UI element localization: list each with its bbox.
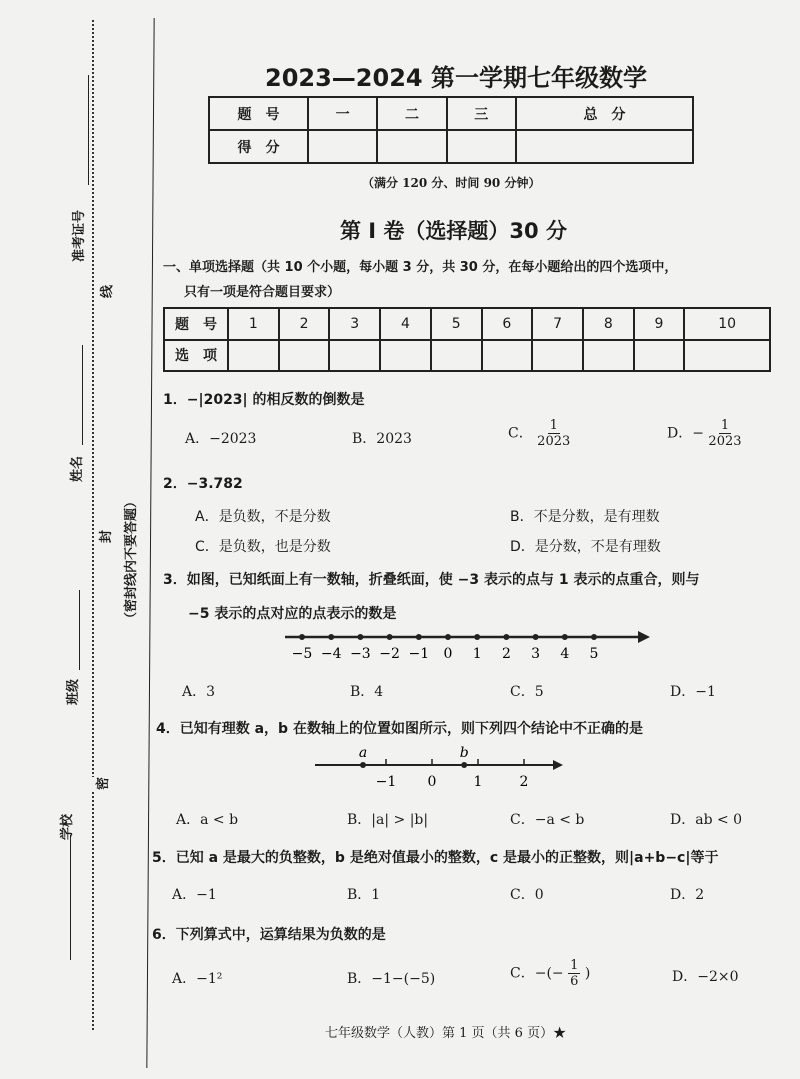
axis-tick-label: −3 [350, 646, 371, 662]
axis-tick-label: 2 [519, 774, 529, 790]
axis-tick-label: 0 [427, 774, 437, 790]
axis-tick-label: 1 [472, 646, 482, 662]
answer-row-label: 选 项 [164, 340, 228, 372]
q6-option-c-suffix: ) [584, 965, 591, 982]
field-school: 学校 [60, 813, 75, 840]
answer-cell-1[interactable] [228, 340, 279, 372]
number-line-q4 [310, 742, 570, 792]
score-table [208, 96, 694, 164]
q4-option-c[interactable]: C．−a < b [510, 812, 585, 828]
score-header-part1: 一 [308, 97, 377, 130]
field-underline [79, 590, 80, 670]
exam-title: 2023—2024 第一学期七年级数学 [265, 64, 647, 92]
question-3-stem: −5 表示的点对应的点表示的数是 [188, 606, 397, 622]
score-cell[interactable] [516, 130, 693, 163]
q3-option-d[interactable]: D．−1 [670, 684, 716, 700]
score-row-label: 得 分 [209, 130, 308, 163]
exam-note: （满分 120 分、时间 90 分钟） [362, 176, 541, 190]
answer-cell-9[interactable] [634, 340, 685, 372]
answer-number-10: 10 [684, 308, 770, 340]
axis-arrow [638, 631, 650, 643]
q3-option-c[interactable]: C．5 [510, 684, 544, 700]
axis-tick-label: 3 [531, 646, 541, 662]
field-underline [82, 345, 83, 445]
point-a [360, 762, 366, 768]
axis-tick-label: 5 [589, 646, 599, 662]
axis-point [328, 634, 334, 640]
seal-mark-seal: 封 [95, 530, 114, 543]
q5-option-d[interactable]: D．2 [670, 887, 705, 903]
denominator: 2023 [708, 434, 742, 449]
answer-number-1: 1 [228, 308, 279, 340]
q1-option-d[interactable] [667, 418, 742, 449]
score-cell[interactable] [377, 130, 446, 163]
axis-point [445, 634, 451, 640]
answer-number-2: 2 [279, 308, 330, 340]
fraction [537, 418, 570, 449]
section-instruction: 一、单项选择题（共 10 个小题，每小题 3 分，共 30 分，在每小题给出的四个选项中， [163, 260, 678, 275]
axis-point [357, 634, 363, 640]
margin-border-line [146, 18, 154, 1068]
q6-option-d[interactable]: D．−2×0 [672, 969, 739, 985]
answer-number-6: 6 [482, 308, 533, 340]
q5-option-a[interactable]: A．−1 [172, 887, 217, 903]
numerator: 1 [549, 418, 558, 433]
question-4-stem: 4．已知有理数 a，b 在数轴上的位置如图所示，则下列四个结论中不正确的是 [156, 721, 643, 737]
seal-dotted-line [92, 20, 94, 1030]
score-header-part3: 三 [447, 97, 516, 130]
axis-point [562, 634, 568, 640]
answer-header-label: 题 号 [164, 308, 228, 340]
number-line-q3 [280, 625, 660, 665]
answer-cell-6[interactable] [482, 340, 533, 372]
field-exam-id: 准考证号 [72, 209, 87, 262]
score-header-part2: 二 [377, 97, 446, 130]
answer-table [163, 307, 771, 372]
q2-option-a[interactable]: A．是负数，不是分数 [195, 509, 331, 525]
point-b [461, 762, 467, 768]
q1-option-c-prefix: C． [508, 425, 533, 442]
answer-cell-4[interactable] [380, 340, 431, 372]
q6-option-b[interactable]: B．−1−(−5) [347, 971, 436, 987]
answer-cell-2[interactable] [279, 340, 330, 372]
denominator: 2023 [537, 434, 571, 449]
answer-cell-8[interactable] [583, 340, 634, 372]
question-3-stem: 3．如图，已知纸面上有一数轴，折叠纸面，使 −3 表示的点与 1 表示的点重合，则与 [163, 572, 700, 588]
q2-option-b[interactable]: B．不是分数，是有理数 [510, 509, 660, 525]
q1-option-a[interactable]: A．−2023 [185, 431, 257, 447]
q1-option-b[interactable]: B．2023 [352, 431, 412, 447]
q4-option-b[interactable]: B．|a| > |b| [347, 812, 429, 828]
axis-tick-label: −5 [291, 646, 313, 662]
q6-option-a[interactable]: A．−1² [172, 971, 223, 987]
axis-point [299, 634, 305, 640]
numerator: 1 [570, 958, 579, 973]
q2-option-c[interactable]: C．是负数，也是分数 [195, 539, 331, 555]
fraction [568, 958, 580, 989]
question-2-stem: 2．−3.782 [163, 476, 243, 492]
fraction [708, 418, 741, 449]
q5-option-c[interactable]: C．0 [510, 887, 544, 903]
q5-option-b[interactable]: B．1 [347, 887, 381, 903]
page-footer: 七年级数学（人教）第 1 页（共 6 页）★ [325, 1026, 567, 1041]
field-class: 班级 [66, 678, 81, 705]
axis-tick-label: −2 [379, 646, 400, 662]
axis-tick-label: 4 [560, 646, 570, 662]
axis-point [416, 634, 422, 640]
q4-option-a[interactable]: A．a < b [176, 812, 239, 828]
q3-option-b[interactable]: B．4 [350, 684, 384, 700]
section-instruction: 只有一项是符合题目要求） [184, 285, 341, 300]
q6-option-c-prefix: C．−(− [510, 965, 564, 982]
denominator: 6 [570, 974, 579, 989]
field-name: 姓名 [70, 455, 85, 482]
answer-number-5: 5 [431, 308, 482, 340]
axis-tick-label: −1 [375, 774, 397, 790]
q1-option-d-prefix: D．− [667, 425, 704, 442]
axis-arrow [553, 760, 563, 770]
axis-tick-label: −4 [320, 646, 342, 662]
axis-point [591, 634, 597, 640]
score-cell[interactable] [447, 130, 516, 163]
q2-option-d[interactable]: D．是分数，不是有理数 [510, 539, 661, 555]
seal-note: （密封线内不要答题） [124, 494, 139, 625]
answer-cell-3[interactable] [329, 340, 380, 372]
seal-mark-line: 线 [96, 285, 115, 298]
numerator: 1 [720, 418, 730, 433]
q6-option-c[interactable] [510, 958, 590, 989]
score-header-total: 总 分 [516, 97, 693, 130]
answer-number-8: 8 [583, 308, 634, 340]
seal-mark-secret: 密 [92, 777, 111, 790]
axis-tick-label: 2 [501, 646, 511, 662]
field-underline [88, 75, 89, 185]
score-header-label: 题 号 [209, 97, 308, 130]
axis-tick-label: 0 [443, 646, 453, 662]
axis-tick-label: 1 [473, 774, 483, 790]
q1-option-c[interactable] [508, 418, 570, 449]
q3-option-a[interactable]: A．3 [182, 684, 216, 700]
axis-point [533, 634, 539, 640]
answer-number-9: 9 [634, 308, 685, 340]
answer-cell-10[interactable] [684, 340, 770, 372]
axis-point [387, 634, 393, 640]
point-b-label: b [459, 745, 469, 761]
section-title: 第 I 卷（选择题）30 分 [340, 219, 567, 243]
axis-point [503, 634, 509, 640]
answer-cell-5[interactable] [431, 340, 482, 372]
question-5-stem: 5．已知 a 是最大的负整数，b 是绝对值最小的整数，c 是最小的正整数，则|a+b−c|等于 [152, 850, 719, 866]
axis-point [474, 634, 480, 640]
question-1-stem: 1．−|2023| 的相反数的倒数是 [163, 392, 365, 408]
question-6-stem: 6．下列算式中，运算结果为负数的是 [152, 927, 386, 943]
point-a-label: a [358, 745, 368, 761]
field-underline [70, 835, 71, 960]
score-cell[interactable] [308, 130, 377, 163]
q4-option-d[interactable]: D．ab < 0 [670, 812, 743, 828]
answer-number-3: 3 [329, 308, 380, 340]
axis-tick-label: −1 [408, 646, 430, 662]
answer-cell-7[interactable] [532, 340, 583, 372]
answer-number-7: 7 [532, 308, 583, 340]
answer-number-4: 4 [380, 308, 431, 340]
